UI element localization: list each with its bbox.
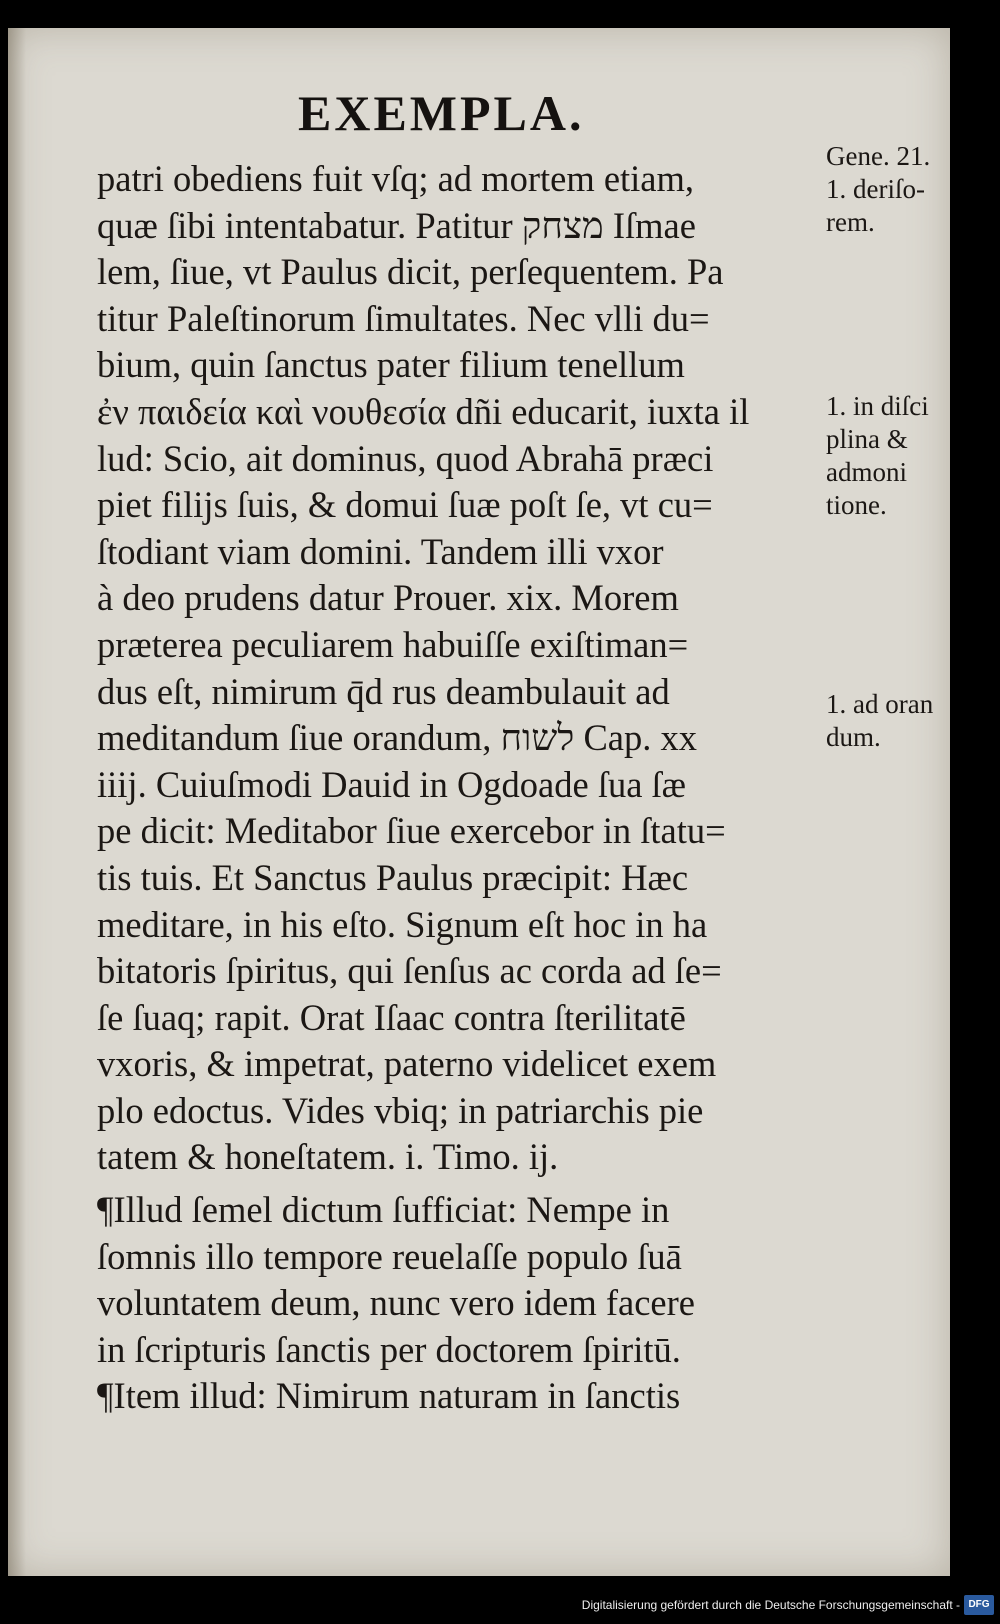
text-line: ſtodiant viam domini. Tandem illi vxor <box>97 530 664 572</box>
text-line: pe dicit: Meditabor ſiue exercebor in ſtatu= <box>97 810 726 852</box>
text-line: ſe ſuaq; rapit. Orat Iſaac contra ſterilitatē <box>97 996 686 1038</box>
main-text-block <box>97 156 815 1420</box>
text-line: tatem & honeſtatem. i. Timo. ij. <box>97 1136 559 1178</box>
margin-line: rem. <box>826 207 875 237</box>
text-line: præterea peculiarem habuiſſe exiſtiman= <box>97 623 689 665</box>
text-line: voluntatem deum, nunc vero idem facere <box>97 1282 695 1324</box>
margin-line: Gene. 21. <box>826 141 931 171</box>
funding-credit: Digitalisierung gefördert durch die Deutsche Forschungsgemeinschaft - <box>581 1598 960 1612</box>
margin-line: admoni <box>826 457 907 487</box>
text-line: ¶Illud ſemel dictum ſufficiat: Nempe in <box>97 1189 670 1231</box>
marginal-note-3 <box>826 688 956 754</box>
text-line: bium, quin ſanctus pater filium tenellum <box>97 344 685 386</box>
margin-line: 1. in diſci <box>826 391 929 421</box>
paragraph-2 <box>97 1187 815 1420</box>
dfg-logo: DFG <box>964 1595 994 1615</box>
margin-line: plina & <box>826 424 908 454</box>
margin-line: tione. <box>826 490 887 520</box>
text-line: à deo prudens datur Prouer. xix. Morem <box>97 577 679 619</box>
text-line: iiij. Cuiuſmodi Dauid in Ogdoade ſua ſæ <box>97 763 687 805</box>
margin-line: 1. ad oran <box>826 689 934 719</box>
paragraph-1 <box>97 156 815 1181</box>
text-line: quæ ſibi intentabatur. Patitur מצחק Iſmae <box>97 204 696 246</box>
text-line: lud: Scio, ait dominus, quod Abrahā præci <box>97 437 714 479</box>
marginal-note-2 <box>826 390 956 522</box>
text-line: tis tuis. Et Sanctus Paulus præcipit: Hæc <box>97 856 689 898</box>
margin-line: 1. deriſo- <box>826 174 925 204</box>
text-line: lem, ſiue, vt Paulus dicit, perſequentem. Pa <box>97 251 724 293</box>
text-line: titur Paleſtinorum ſimultates. Nec vlli du= <box>97 297 710 339</box>
text-line: piet filijs ſuis, & domui ſuæ poſt ſe, vt cu= <box>97 484 713 526</box>
running-title: EXEMPLA. <box>298 85 585 141</box>
text-line: in ſcripturis ſanctis per doctorem ſpiritū. <box>97 1328 681 1370</box>
text-line: ἐν παιδεία καὶ νουθεσία dñi educarit, iuxta il <box>97 390 750 432</box>
text-line: dus eſt, nimirum q̄d rus deambulauit ad <box>97 670 670 712</box>
text-line: ¶Item illud: Nimirum naturam in ſanctis <box>97 1375 681 1417</box>
margin-line: dum. <box>826 722 881 752</box>
footer-bar <box>0 1590 1000 1624</box>
text-line: ſomnis illo tempore reuelaſſe populo ſuā <box>97 1235 682 1277</box>
text-line: vxoris, & impetrat, paterno videlicet exem <box>97 1043 717 1085</box>
book-page <box>8 28 950 1576</box>
marginal-note-1 <box>826 140 956 239</box>
text-line: patri obediens fuit vſq; ad mortem etiam, <box>97 158 695 199</box>
text-line: plo edoctus. Vides vbiq; in patriarchis pie <box>97 1089 704 1131</box>
text-line: bitatoris ſpiritus, qui ſenſus ac corda ad ſe= <box>97 950 722 992</box>
text-line: meditandum ſiue orandum, לשוח Cap. xx <box>97 717 697 759</box>
text-line: meditare, in his eſto. Signum eſt hoc in ha <box>97 903 708 945</box>
